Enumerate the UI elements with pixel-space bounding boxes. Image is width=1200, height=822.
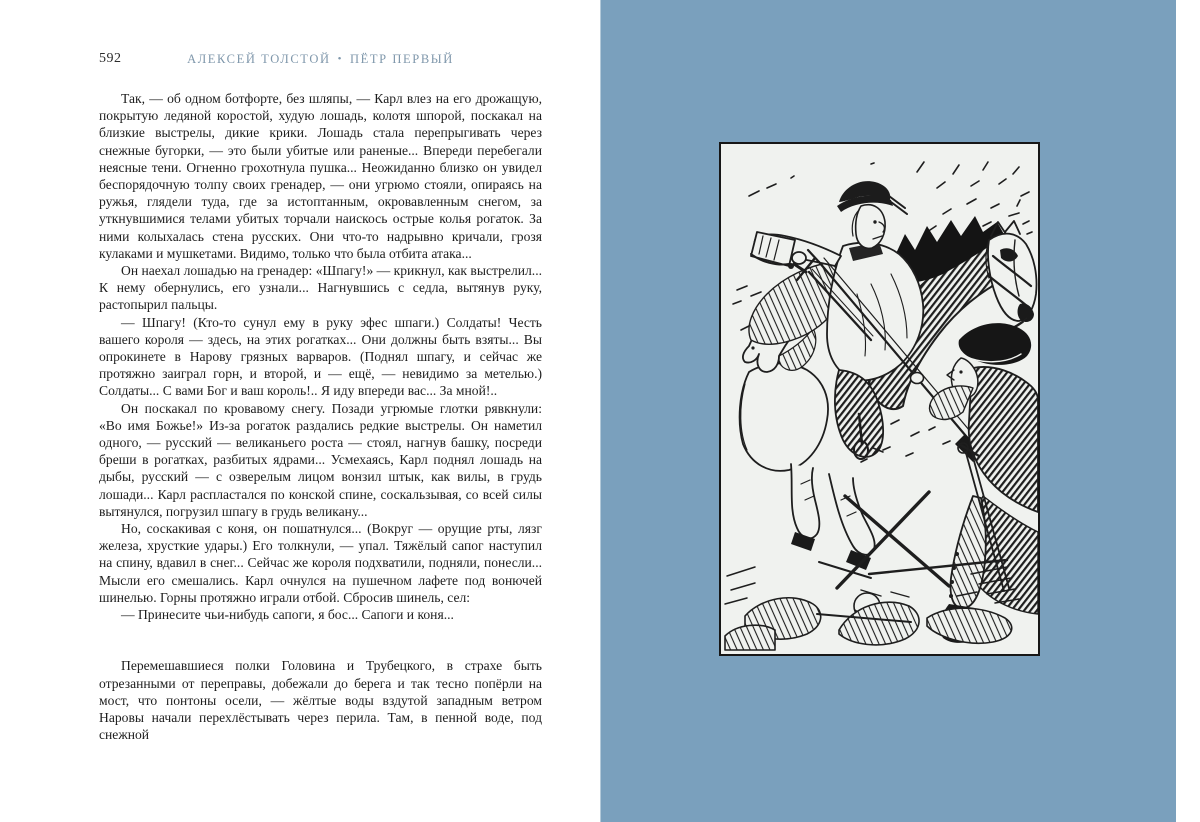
paragraph: Так, — об одном ботфорте, без шляпы, — Карл влез на его дрожащую, покрытую ледяной коростой, худую лошадь, колотя шпорой, поскакал на близкие выстрелы, дикие крики. Лошадь стала перепрыгивать через снежные бугорки, — это были убитые или раненые... Впереди перебегали неясные тени. Огненно грохотнула пушка... Неожиданно близко он увидел беспорядочную толпу своих гренадер, — они угрюмо стояли, опираясь на ружья, глядели туда, где за истоптанным, окровавленным снегом, за уткнувшимися телами убитых торчали наискось острые колья рогаток. За ними колыхалась стена русских. Они что-то надрывно кричали, грозя кулаками и мушкетами. Видимо, только что была отбита атака... [99,91,542,261]
header-book-title: ПЁТР ПЕРВЫЙ [350,52,454,66]
illustration-frame [719,142,1040,656]
soldier-fist [911,373,924,384]
body-text [99,90,542,743]
paragraph: Перемешавшиеся полки Головина и Трубецкого, в страхе быть отрезанными от переправы, добежали до берега и так тесно попёрли на мост, что понтоны осели, — жёлтые воды вздутой западным ветром Наровы начали перехлёстывать через перила. Там, в пенной воде, под снежной [99,658,542,743]
page-number: 592 [99,51,122,66]
gaiter-button [949,594,953,598]
falling-horse-foreleg [791,464,819,538]
soldier-back [969,367,1038,512]
russian-soldier [930,323,1038,643]
running-header-title [99,51,542,68]
right-page [600,0,1176,822]
paragraph: — Принесите чьи-нибудь сапоги, я бос... Сапоги и коня... [121,607,454,623]
rider-fist [792,252,806,264]
fallen-body [725,625,775,650]
horse-ear [1005,221,1020,234]
battle-illustration [721,144,1038,654]
header-author: АЛЕКСЕЙ ТОЛСТОЙ [187,52,331,66]
paragraph: — Шпагу! (Кто-то сунул ему в руку эфес шпаги.) Солдаты! Честь вашего короля — здесь, на этих рогатках... Они должны быть взяты... Вы опрокинете в Нарову грязных варваров. (Поднял шпагу, и сейчас же протяжно заиграл горн, и второй, и — ещё, — невидимо за метелью.) Солдаты... С вами Бог и ваш король!.. Я иду впереди вас... За мной!.. [99,314,542,399]
gaiter-button [950,580,954,584]
paragraph: Он поскакал по кровавому снегу. Позади угрюмые глотки рявкнули: «Во имя Божье!» Из-за рогаток раздались редкие выстрелы. Он наметил одного, — русский — великаньего роста — стоял, нагнув башку, посреди бреши в рогатках, разбитых ядрами... Усмехаясь, Карл поднял лошадь на дыбы, русский — с озверелым лицом вонзил штык, как вилы, в грудь лошади... Карл распластался по конской спине, соскальзывая, со всей силы вытянулся, погрузил шпагу в грудь великану... [99,400,542,519]
rider-eye [873,220,876,223]
running-header [99,51,542,67]
rider-head [856,205,885,249]
paragraph: Но, соскакивая с коня, он пошатнулся... (Вокруг — орущие рты, лязг железа, хрусткие удары.) Его толкнули, — упал. Тяжёлый сапог наступил на спину, вдавил в снег... Сейчас же короля подхватили, подняли, понесли... Мысли его смешались. Карл очнулся на пушечном лафете под вонючей шинелью. Горны протяжно играли отбой. Сбросив шинель, сел: [99,521,542,605]
gaiter-button [955,552,959,556]
fallen-body [927,608,1012,643]
soldier-eye [959,370,962,373]
header-separator-dot: • [337,53,344,65]
fallen-body [839,602,919,645]
paragraph: Он наехал лошадью на гренадер: «Шпагу!» — крикнул, как выстрелил... К нему обернулись, его узнали... Нагнувшись с седла, вытянув руку, растопырил пальцы. [99,263,542,313]
falling-horse-chest [740,363,828,470]
soldier-leg [951,496,986,608]
text-column [99,51,542,743]
